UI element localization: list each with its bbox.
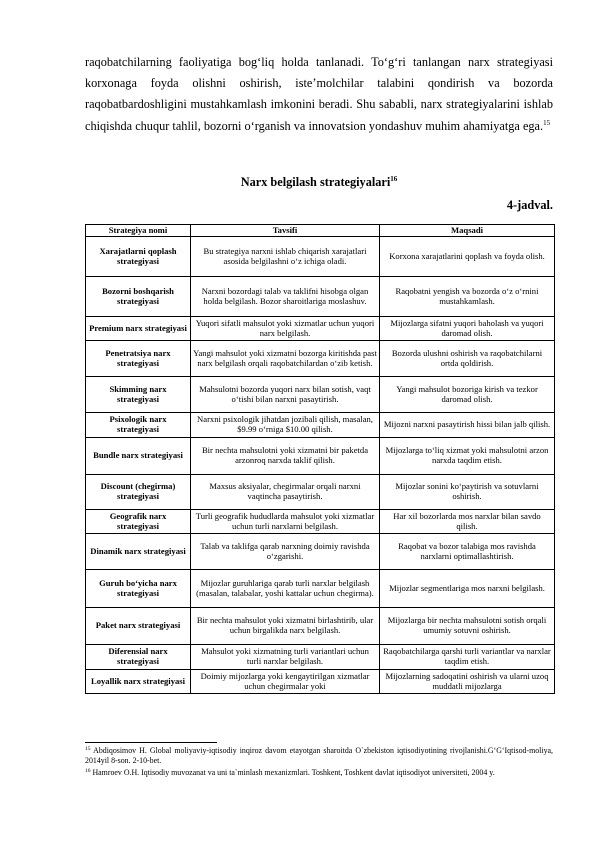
strategy-name: Bozorni boshqarish strategiyasi <box>86 277 191 317</box>
strategy-name: Skimming narx strategiyasi <box>86 377 191 413</box>
body-paragraph <box>85 52 553 137</box>
strategy-purpose: Mijozni narxni pasaytirish hissi bilan jalb qilish. <box>380 413 555 438</box>
strategy-description: Doimiy mijozlarga yoki kengaytirilgan xizmatlar uchun chegirmalar yoki <box>191 670 380 694</box>
table-header-row <box>86 225 555 237</box>
strategy-name: Xarajatlarni qoplash strategiyasi <box>86 237 191 277</box>
strategy-description: Bu strategiya narxni ishlab chiqarish xarajatlari asosida belgilashni o‘z ichiga oladi. <box>191 237 380 277</box>
strategy-name: Penetratsiya narx strategiyasi <box>86 341 191 377</box>
strategy-purpose: Mijozlar sonini ko‘paytirish va sotuvlarni oshirish. <box>380 475 555 510</box>
table-row <box>86 510 555 534</box>
strategy-purpose: Mijozlarga bir nechta mahsulotni sotish orqali umumiy sotuvni oshirish. <box>380 608 555 645</box>
strategy-description: Narxni bozordagi talab va taklifni hisobga olgan holda belgilash. Bozor sharoitlariga moslashuv. <box>191 277 380 317</box>
footnote-text: Hamroev O.H. Iqtisodiy muvozanat va uni ta`minlash mexanizmlari. Toshkent, Toshkent davlat iqtisodiyot universiteti, 2004 y. <box>92 768 495 777</box>
header-purpose: Maqsadi <box>380 225 555 237</box>
header-description: Tavsifi <box>191 225 380 237</box>
strategy-description: Mahsulotni bozorda yuqori narx bilan sotish, vaqt o‘tishi bilan narxni pasaytirish. <box>191 377 380 413</box>
strategy-name: Diferensial narx strategiyasi <box>86 645 191 670</box>
strategy-name: Premium narx strategiyasi <box>86 317 191 341</box>
strategy-name: Psixologik narx strategiyasi <box>86 413 191 438</box>
strategy-purpose: Har xil bozorlarda mos narxlar bilan savdo qilish. <box>380 510 555 534</box>
strategy-purpose: Raqobatchilarga qarshi turli variantlar va narxlar taqdim etish. <box>380 645 555 670</box>
strategy-description: Talab va taklifga qarab narxning doimiy ravishda o‘zgarishi. <box>191 534 380 570</box>
paragraph-text: raqobatchilarning faoliyatiga bog‘liq holda tanlanadi. To‘g‘ri tanlangan narx strategiyasi korxonaga foyda olishni oshirish, iste’molchilar talabini qondirish va bozorda raqobatbardoshligini mustahkamlash imkonini beradi. Shu sababli, narx strategiyalarini ishlab chiqishda chuqur tahlil, bozorni o‘rganish va innovatsion yondashuv muhim ahamiyatga ega. <box>85 55 553 133</box>
strategy-purpose: Raqobat va bozor talabiga mos ravishda narxlarni optimallashtirish. <box>380 534 555 570</box>
footnote-ref-15: 15 <box>543 118 551 127</box>
table-row <box>86 645 555 670</box>
strategy-description: Mahsulot yoki xizmatning turli variantlari uchun turli narxlar belgilash. <box>191 645 380 670</box>
strategy-description: Yuqori sifatli mahsulot yoki xizmatlar uchun yuqori narx belgilash. <box>191 317 380 341</box>
footnote-ref-16: 16 <box>390 175 398 183</box>
table-row <box>86 277 555 317</box>
footnote-number: 15 <box>85 746 91 752</box>
table-caption-text: Narx belgilash strategiyalari <box>240 175 391 189</box>
pricing-strategies-table <box>85 224 555 694</box>
footnote-text: Abdiqosimov H. Global moliyaviy-iqtisodiy inqiroz davom etayotgan sharoitda O`zbekiston iqtisodiyotining rivojlanishi.G‘G‘Iqtisod-moliya, 2014yil 8-son. 2-10-bet. <box>85 746 553 765</box>
table-row <box>86 377 555 413</box>
strategy-purpose: Bozorda ulushni oshirish va raqobatchilarni ortda qoldirish. <box>380 341 555 377</box>
strategy-description: Mijozlar guruhlariga qarab turli narxlar belgilash (masalan, talabalar, yoshi kattalar uchun chegirma). <box>191 570 380 608</box>
strategy-name: Guruh bo‘yicha narx strategiyasi <box>86 570 191 608</box>
strategy-purpose: Mijozlar segmentlariga mos narxni belgilash. <box>380 570 555 608</box>
table-row <box>86 438 555 475</box>
strategy-purpose: Korxona xarajatlarini qoplash va foyda olish. <box>380 237 555 277</box>
strategy-purpose: Mijozlarga sifatni yuqori baholash va yuqori daromad olish. <box>380 317 555 341</box>
strategy-description: Turli geografik hududlarda mahsulot yoki xizmatlar uchun turli narxlarni belgilash. <box>191 510 380 534</box>
strategy-name: Discount (chegirma) strategiyasi <box>86 475 191 510</box>
strategy-description: Bir nechta mahsulot yoki xizmatni birlashtirib, ular uchun birgalikda narx belgilash. <box>191 608 380 645</box>
table-row <box>86 608 555 645</box>
strategy-purpose: Raqobatni yengish va bozorda o‘z o‘rnini mustahkamlash. <box>380 277 555 317</box>
strategy-purpose: Mijozlarning sadoqatini oshirish va ularni uzoq muddatli mijozlarga <box>380 670 555 694</box>
table-row <box>86 237 555 277</box>
header-strategy-name: Strategiya nomi <box>86 225 191 237</box>
strategy-description: Maxsus aksiyalar, chegirmalar orqali narxni vaqtincha pasaytirish. <box>191 475 380 510</box>
footnote-15 <box>85 746 553 765</box>
footnote-16 <box>85 768 553 778</box>
strategy-purpose: Mijozlarga to‘liq xizmat yoki mahsulotni arzon narxda taqdim etish. <box>380 438 555 475</box>
strategy-description: Yangi mahsulot yoki xizmatni bozorga kiritishda past narx belgilash orqali raqobatchilardan o‘zib ketish. <box>191 341 380 377</box>
table-row <box>86 670 555 694</box>
strategy-purpose: Yangi mahsulot bozoriga kirish va tezkor daromad olish. <box>380 377 555 413</box>
table-row <box>86 534 555 570</box>
table-row <box>86 413 555 438</box>
table-row <box>86 475 555 510</box>
strategy-description: Narxni psixologik jihatdan jozibali qilish, masalan, $9.99 o‘rniga $10.00 qilish. <box>191 413 380 438</box>
strategy-name: Bundle narx strategiyasi <box>86 438 191 475</box>
table-row <box>86 570 555 608</box>
footnote-separator <box>85 742 217 743</box>
footnote-number: 16 <box>85 768 91 774</box>
table-caption <box>85 175 553 190</box>
strategy-description: Bir nechta mahsulotni yoki xizmatni bir paketda arzonroq narxda taklif qilish. <box>191 438 380 475</box>
strategy-name: Loyallik narx strategiyasi <box>86 670 191 694</box>
strategy-name: Dinamik narx strategiyasi <box>86 534 191 570</box>
table-row <box>86 317 555 341</box>
strategy-name: Geografik narx strategiyasi <box>86 510 191 534</box>
strategy-name: Paket narx strategiyasi <box>86 608 191 645</box>
table-row <box>86 341 555 377</box>
table-number: 4-jadval. <box>506 198 553 212</box>
